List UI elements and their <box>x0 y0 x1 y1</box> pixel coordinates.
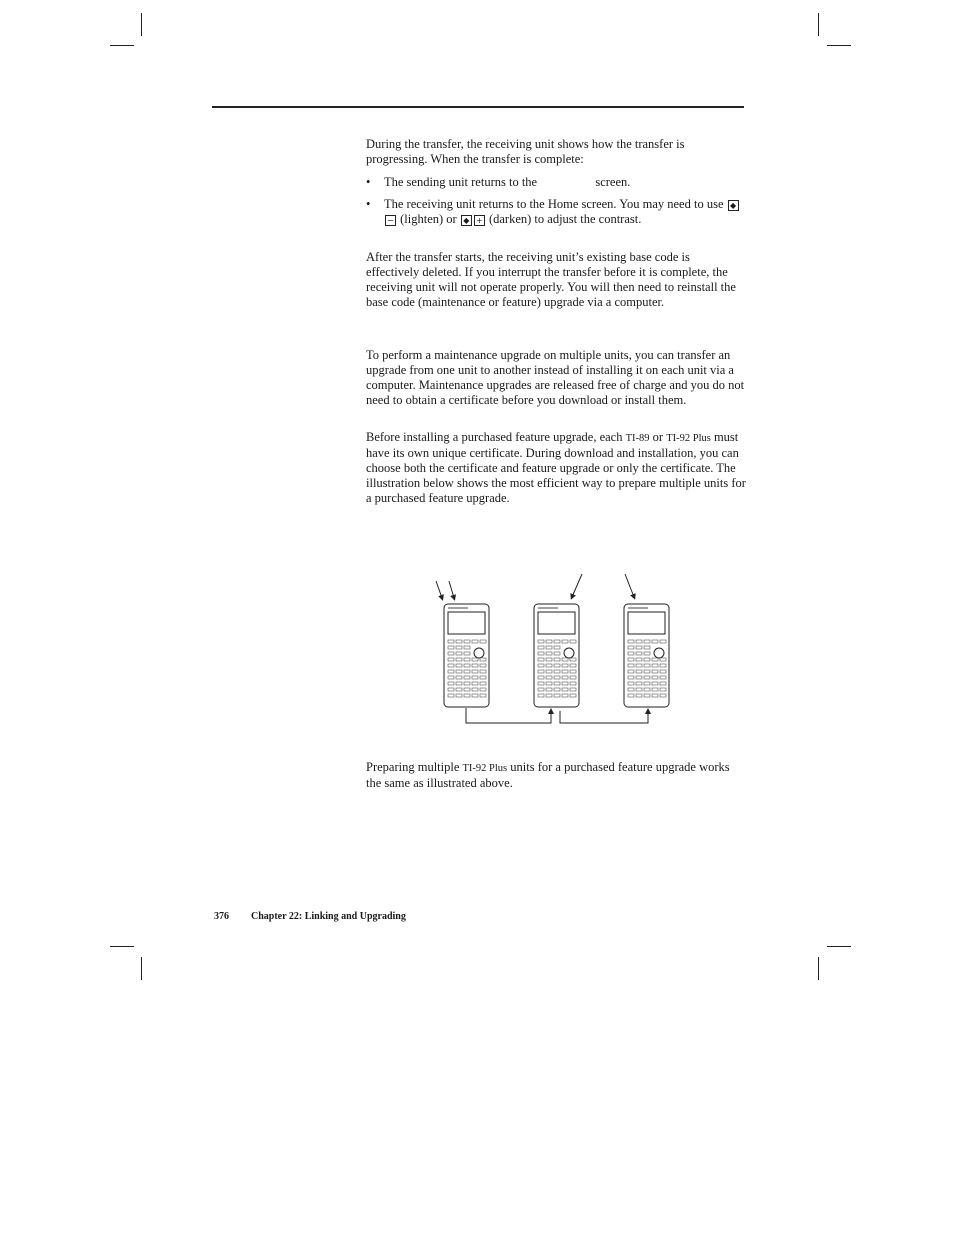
crop-mark <box>827 45 851 46</box>
crop-mark <box>818 957 819 980</box>
crop-mark <box>141 13 142 36</box>
calculator-3-icon <box>624 604 669 707</box>
pointer-arrow <box>625 574 634 597</box>
link-cable <box>560 711 648 723</box>
crop-mark <box>110 946 134 947</box>
ti92-label: TI-92 Plus <box>666 433 711 444</box>
crop-mark <box>110 45 134 46</box>
closing-paragraph: Preparing multiple TI-92 Plus units for a purchased feature upgrade works the same as illustrated above. <box>366 760 730 790</box>
diamond-key-icon: ◆ <box>728 200 739 211</box>
maintenance-paragraph: To perform a maintenance upgrade on multiple units, you can transfer an upgrade from one unit to another instead of installing it on each unit via a computer. Maintenance upgrades are released free of charge and you do not need to obtain a certificate before you download or install them. <box>366 348 745 407</box>
pointer-arrow <box>449 581 454 598</box>
pointer-arrow <box>572 574 582 597</box>
pointer-arrow <box>436 581 442 598</box>
crop-mark <box>827 946 851 947</box>
link-cable <box>466 708 551 723</box>
minus-key-icon: − <box>385 215 396 226</box>
crop-mark <box>818 13 819 36</box>
calculator-1-icon <box>444 604 489 707</box>
bullet-marker: • <box>366 175 371 189</box>
feature-upgrade-paragraph: Before installing a purchased feature upgrade, each TI-89 or TI-92 Plus must have its own unique certificate. During download and installation, you can choose both the certificate and feature upgrade or only the certificate. The illustration below shows the most efficient way to prepare multiple units for a purchased feature upgrade. <box>366 430 746 505</box>
crop-mark <box>141 957 142 980</box>
bullet-marker: • <box>366 197 371 211</box>
header-rule <box>212 106 744 108</box>
bullet-sending-unit: • The sending unit returns to the screen. <box>366 175 631 189</box>
diamond-key-icon: ◆ <box>461 215 472 226</box>
warning-paragraph: After the transfer starts, the receiving unit’s existing base code is effectively deleted. If you interrupt the transfer before it is complete, the receiving unit will not operate properly. You will then need to reinstall the base code (maintenance or feature) upgrade via a computer. <box>366 250 736 309</box>
ti92-label: TI-92 Plus <box>462 763 508 774</box>
intro-paragraph: During the transfer, the receiving unit shows how the transfer is progressing. When the transfer is complete: <box>366 137 685 166</box>
bullet-receiving-unit: • The receiving unit returns to the Home screen. You may need to use ◆− (lighten) or ◆ + (darken) to adjust the contrast. <box>366 197 746 227</box>
calculator-2-icon <box>534 604 579 707</box>
ti89-label: TI-89 <box>625 433 650 444</box>
chapter-title: Chapter 22: Linking and Upgrading <box>251 911 406 922</box>
page-number: 376 <box>214 911 229 922</box>
plus-key-icon: + <box>474 215 485 226</box>
multi-unit-illustration <box>420 568 680 728</box>
